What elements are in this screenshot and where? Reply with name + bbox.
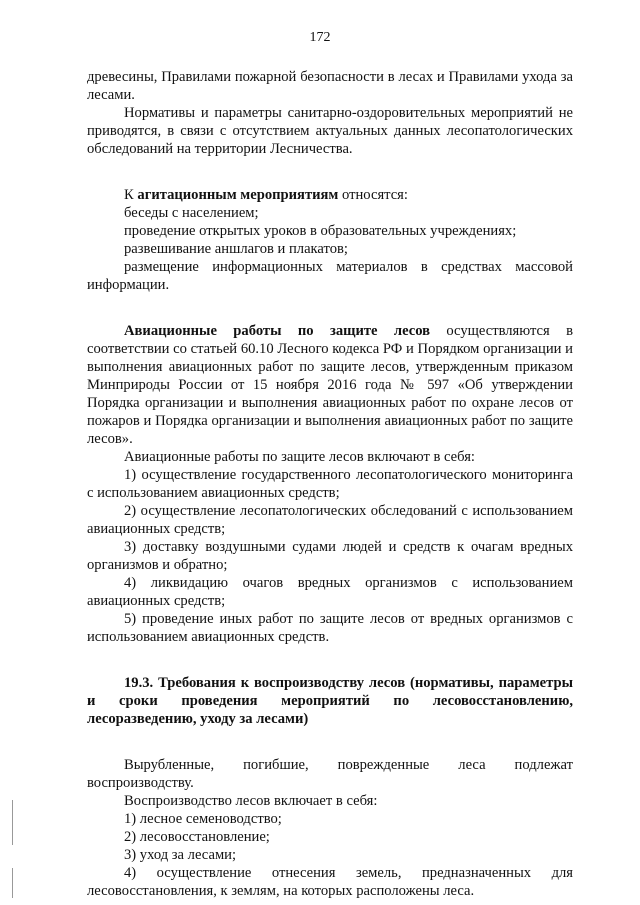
aviation-rest: осуществляются в соответствии со статьей 60.10 Лесного кодекса РФ и Порядком организации и выполнения авиационных работ по защите лесов, утвержденным приказом Минприроды России от 15 ноября 2016 года № 597 «Об утверждении Порядка организации и выполнения авиационных работ по охране лесов от пожаров и Порядка организации и выполнения авиационных работ по защите лесов». bbox=[87, 323, 573, 447]
agitation-item: беседы с населением; bbox=[124, 205, 259, 221]
aviation-item: 3) доставку воздушными судами людей и средств к очагам вредных организмов и обратно; bbox=[87, 539, 573, 573]
page-body bbox=[87, 68, 573, 900]
paragraph-norms: Нормативы и параметры санитарно-оздоровительных мероприятий не приводятся, в связи с отсутствием актуальных данных лесопатологических обследований на территории Лесничества. bbox=[87, 105, 573, 157]
agitation-prefix: К bbox=[124, 187, 138, 203]
reproduction-item: 1) лесное семеноводство; bbox=[124, 811, 282, 827]
agitation-item: проведение открытых уроков в образовательных учреждениях; bbox=[124, 223, 517, 239]
reproduction-item: 4) осуществление отнесения земель, предназначенных для лесовосстановления, к землям, на которых расположены леса. bbox=[87, 865, 573, 899]
spacer bbox=[87, 294, 573, 322]
section-heading: 19.3. Требования к воспроизводству лесов (нормативы, параметры и сроки проведения мероприятий по лесовосстановлению, лесоразведению, уходу за лесами) bbox=[87, 675, 573, 727]
reproduction-item: 3) уход за лесами; bbox=[124, 847, 237, 863]
agitation-item: развешивание аншлагов и плакатов; bbox=[124, 241, 348, 257]
spacer bbox=[87, 646, 573, 674]
scan-margin-mark-lower bbox=[12, 868, 13, 898]
aviation-item: 2) осуществление лесопатологических обследований с использованием авиационных средств; bbox=[87, 503, 573, 537]
paragraph-felled: Вырубленные, погибшие, поврежденные леса подлежат воспроизводству. bbox=[87, 757, 573, 791]
agitation-bold: агитационным мероприятиям bbox=[137, 187, 339, 203]
agitation-heading bbox=[87, 186, 573, 204]
page-number: 172 bbox=[309, 30, 331, 45]
aviation-bold: Авиационные работы по защите лесов bbox=[124, 323, 431, 339]
scan-margin-mark bbox=[12, 800, 13, 845]
paragraph-wood: древесины, Правилами пожарной безопасности в лесах и Правилами ухода за лесами. bbox=[87, 69, 573, 103]
spacer bbox=[87, 158, 573, 186]
reproduction-item: 2) лесовосстановление; bbox=[124, 829, 270, 845]
reproduction-intro: Воспроизводство лесов включает в себя: bbox=[124, 793, 378, 809]
aviation-paragraph bbox=[87, 322, 573, 448]
aviation-item: 4) ликвидацию очагов вредных организмов с использованием авиационных средств; bbox=[87, 575, 573, 609]
aviation-item: 5) проведение иных работ по защите лесов от вредных организмов с использованием авиационных средств. bbox=[87, 611, 573, 645]
aviation-intro: Авиационные работы по защите лесов включают в себя: bbox=[124, 449, 475, 465]
agitation-item: размещение информационных материалов в средствах массовой информации. bbox=[87, 259, 573, 293]
agitation-suffix: относятся: bbox=[338, 187, 408, 203]
spacer bbox=[87, 728, 573, 756]
aviation-item: 1) осуществление государственного лесопатологического мониторинга с использованием авиационных средств; bbox=[87, 467, 573, 501]
